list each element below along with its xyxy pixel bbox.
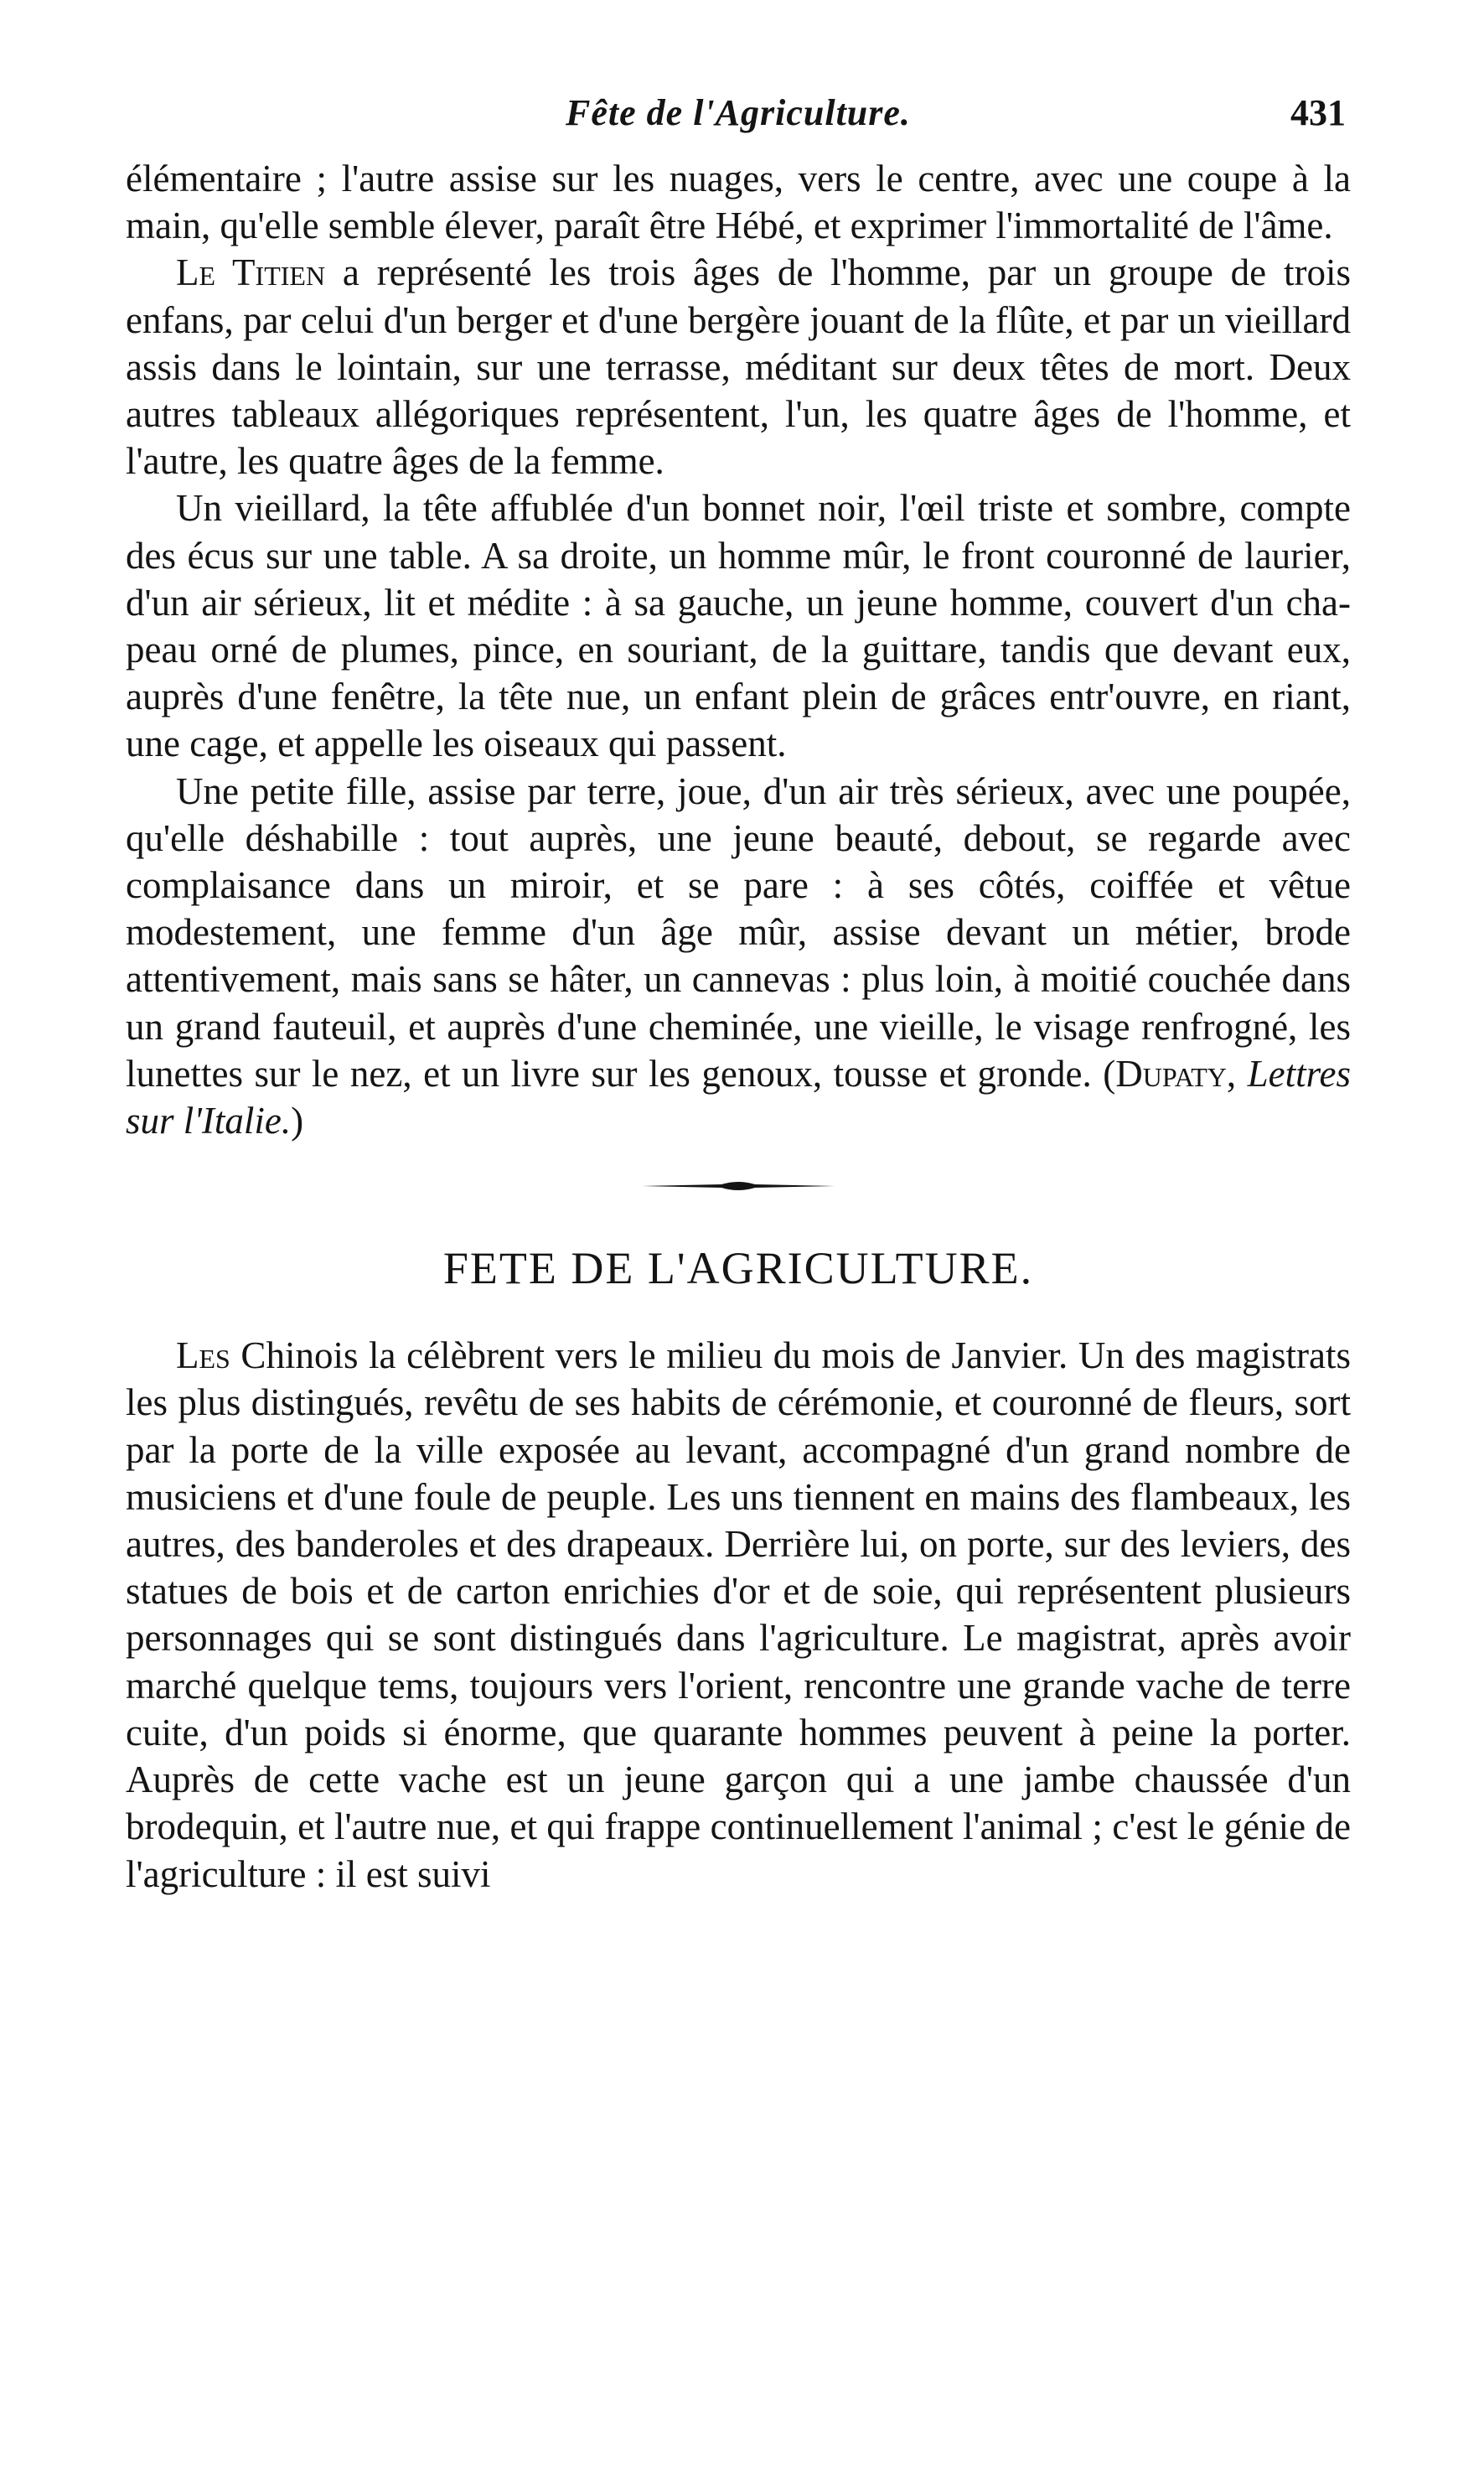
paragraph-text: Un vieillard, la tête affublée d'un bonnet noir, l'œil triste et sombre, compte des écus sur une table. A sa droite, un homme mûr, le front couronné de laurier, d'un air sérieux, lit et médite : à sa gauche, un jeune homme, couvert d'un cha-peau orné de plumes, pince, en souriant, de la guittare, tandis que devant eux, auprès d'une fenêtre, la tête nue, un enfant plein de grâces entr'ouvre, en riant, une cage, et appelle les oiseaux qui passent. xyxy=(126,487,1351,765)
book-page xyxy=(126,88,1351,1898)
page-number: 431 xyxy=(1290,92,1346,133)
painter-name: Le Titien xyxy=(176,251,326,294)
paragraph-vieillard xyxy=(126,484,1351,767)
spacer xyxy=(126,1308,1351,1332)
paragraph-titien xyxy=(126,249,1351,484)
divider-ornament xyxy=(642,1178,835,1194)
citation-work: Lettres sur l'Italie. xyxy=(126,1052,1351,1142)
running-header xyxy=(126,88,1351,155)
paragraph-petite-fille xyxy=(126,768,1351,1145)
paragraph-text: a représenté les trois âges de l'homme, par un groupe de trois enfans, par celui d'un berger et d'une bergère jouant de la flûte, et par un vieillard assis dans le lointain, sur une terrasse, méditant sur deux têtes de mort. Deux autres tableaux allégoriques représentent, l'un, les quatre âges de l'homme, et l'autre, les quatre âges de la femme. xyxy=(126,251,1351,483)
citation-close: ) xyxy=(291,1100,304,1142)
citation-separator: , xyxy=(1226,1052,1248,1095)
paragraph-text: Une petite fille, assise par terre, joue, d'un air très sérieux, avec une poupée, qu'elle déshabille : tout auprès, une jeune beauté, debout, se regarde avec complaisance dans un miroir, et se pare : à ses côtés, coiffée et vêtue modestement, une femme d'un âge mûr, assise devant un métier, brode attentivement, mais sans se hâter, un cannevas : plus loin, à moitié couchée dans un grand fauteuil, et auprès d'une cheminée, une vieille, le visage renfrogné, les lunettes sur le nez, et un livre sur les genoux, tousse et gronde. ( xyxy=(126,769,1351,1095)
paragraph-text: Chinois la célèbrent vers le milieu du mois de Janvier. Un des magistrats les plus distingués, revêtu de ses habits de cérémonie, et couronné de fleurs, sort par la porte de la ville exposée au levant, accompagné d'un grand nombre de musiciens et d'une foule de peuple. Les uns tiennent en mains des flambeaux, les autres, des banderoles et des drapeaux. Derrière lui, on porte, sur des leviers, des statues de bois et de carton enrichies d'or et de soie, qui représentent plusieurs personnages qui se sont distingués dans l'agriculture. Le magistrat, après avoir marché quelque tems, toujours vers l'orient, rencontre une grande vache de terre cuite, d'un poids si énorme, que quarante hommes peuvent à peine la porter. Auprès de cette vache est un jeune garçon qui a une jambe chaussée d'un brodequin, et l'autre nue, et qui frappe continuellement l'animal ; c'est le génie de l'agriculture : il est suivi xyxy=(126,1334,1351,1895)
paragraph-chinois xyxy=(126,1332,1351,1897)
paragraph-text: élémentaire ; l'autre assise sur les nuages, vers le centre, avec une coupe à la main, qu'elle semble élever, paraît être Hébé, et exprimer l'immortalité de l'âme. xyxy=(126,158,1351,247)
paragraph-continued xyxy=(126,155,1351,249)
citation-author: Dupaty xyxy=(1115,1052,1227,1095)
section-divider xyxy=(126,1144,1351,1228)
lead-word: Les xyxy=(176,1334,230,1377)
section-title: FETE DE L'AGRICULTURE. xyxy=(442,1243,1034,1294)
running-title: Fête de l'Agriculture. xyxy=(566,92,911,133)
